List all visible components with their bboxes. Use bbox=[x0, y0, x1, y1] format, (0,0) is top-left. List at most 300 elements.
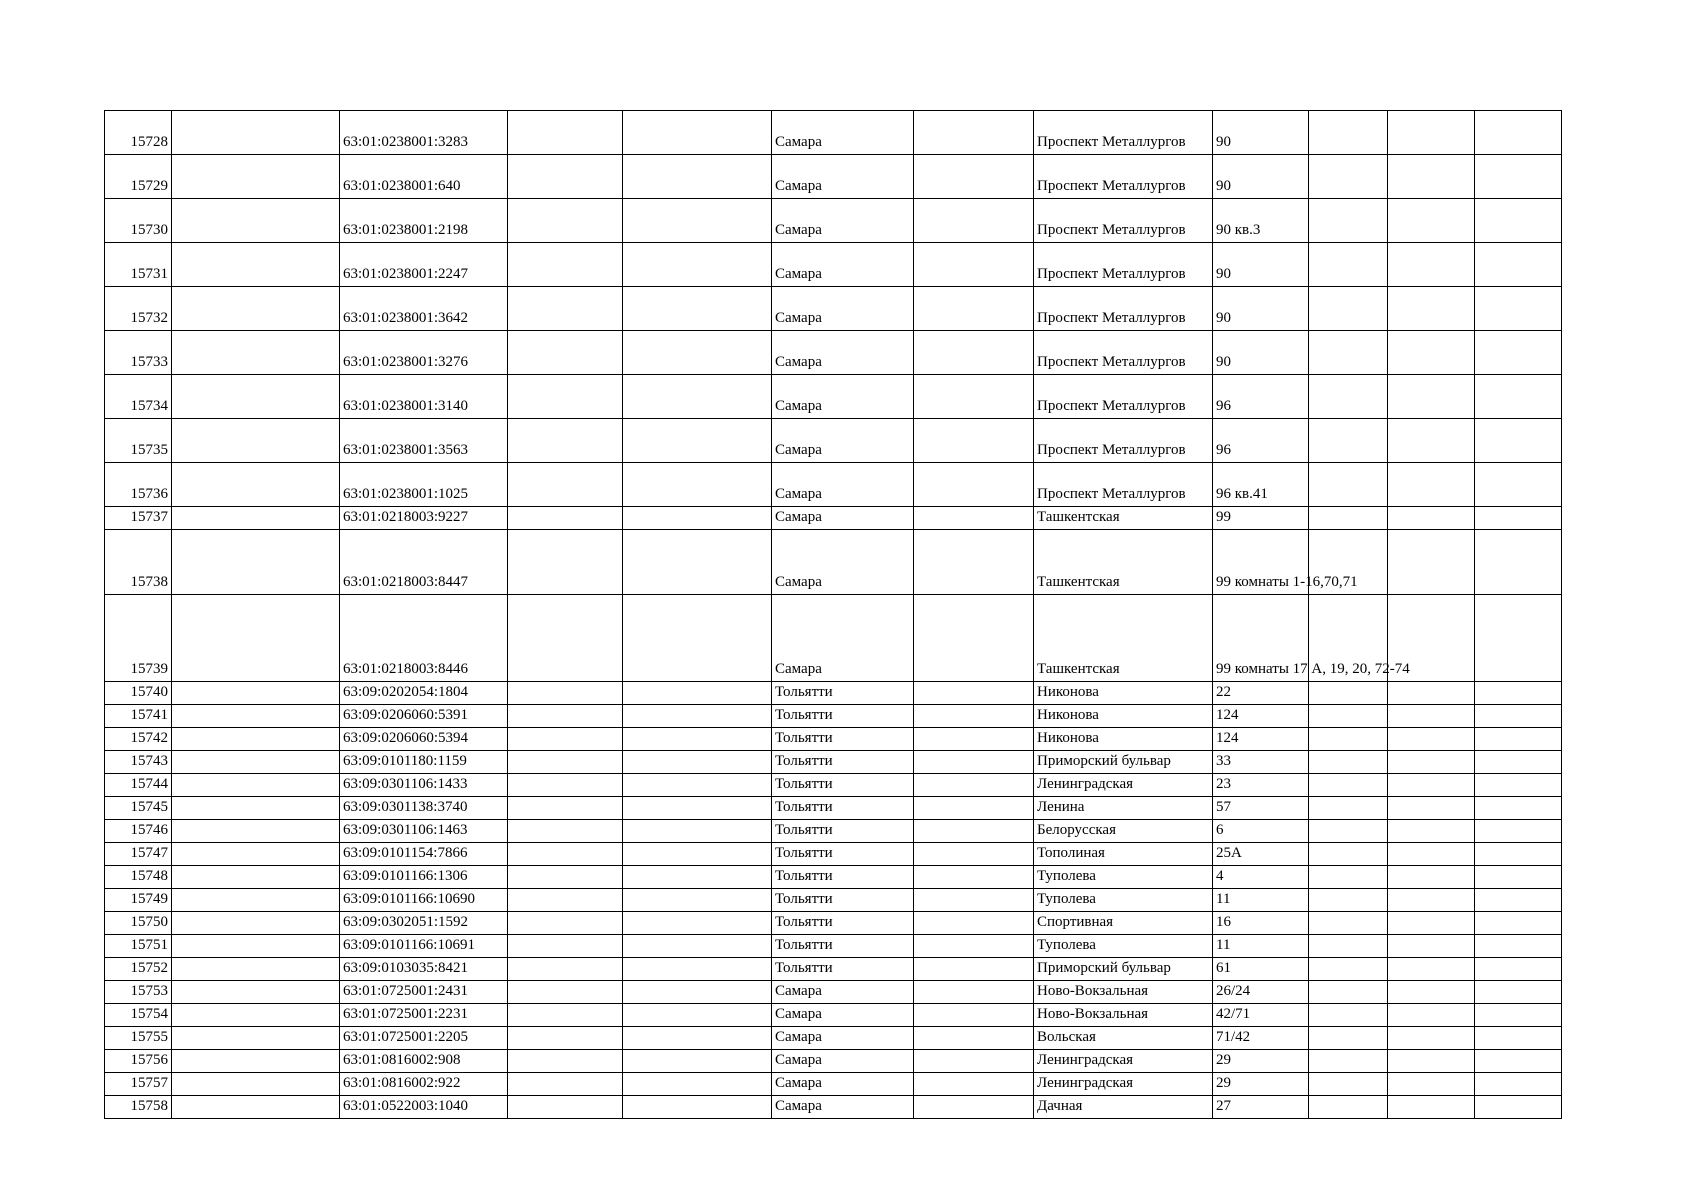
row-number-cell: 15732 bbox=[105, 287, 172, 331]
empty-cell bbox=[1388, 530, 1475, 595]
empty-cell bbox=[623, 866, 772, 889]
cadastral-number-cell: 63:01:0238001:1025 bbox=[340, 463, 508, 507]
street-cell: Ташкентская bbox=[1034, 530, 1213, 595]
house-cell: 90 bbox=[1213, 331, 1309, 375]
empty-cell bbox=[914, 981, 1034, 1004]
row-number-cell: 15755 bbox=[105, 1027, 172, 1050]
empty-cell bbox=[1388, 1073, 1475, 1096]
row-number-cell: 15737 bbox=[105, 507, 172, 530]
empty-cell bbox=[914, 797, 1034, 820]
empty-cell bbox=[1475, 1027, 1562, 1050]
empty-cell bbox=[508, 530, 623, 595]
city-cell: Тольятти bbox=[772, 682, 914, 705]
street-cell: Проспект Металлургов bbox=[1034, 463, 1213, 507]
city-cell: Тольятти bbox=[772, 866, 914, 889]
empty-cell bbox=[508, 1027, 623, 1050]
empty-cell bbox=[1309, 243, 1388, 287]
empty-cell bbox=[1309, 1096, 1388, 1119]
empty-cell bbox=[623, 820, 772, 843]
city-cell: Самара bbox=[772, 595, 914, 682]
house-cell: 4 bbox=[1213, 866, 1309, 889]
empty-cell bbox=[623, 419, 772, 463]
empty-cell bbox=[172, 1027, 340, 1050]
cadastral-number-cell: 63:01:0238001:3563 bbox=[340, 419, 508, 463]
empty-cell bbox=[623, 1027, 772, 1050]
city-cell: Самара bbox=[772, 1027, 914, 1050]
cadastral-number-cell: 63:09:0206060:5394 bbox=[340, 728, 508, 751]
city-cell: Тольятти bbox=[772, 935, 914, 958]
empty-cell bbox=[914, 705, 1034, 728]
empty-cell bbox=[172, 507, 340, 530]
row-number-cell: 15756 bbox=[105, 1050, 172, 1073]
cadastral-number-cell: 63:09:0101166:10691 bbox=[340, 935, 508, 958]
empty-cell bbox=[508, 843, 623, 866]
empty-cell bbox=[1309, 981, 1388, 1004]
house-cell: 57 bbox=[1213, 797, 1309, 820]
empty-cell bbox=[172, 682, 340, 705]
empty-cell bbox=[1475, 243, 1562, 287]
house-cell: 99 bbox=[1213, 507, 1309, 530]
city-cell: Тольятти bbox=[772, 889, 914, 912]
street-cell: Приморский бульвар bbox=[1034, 751, 1213, 774]
empty-cell bbox=[1388, 820, 1475, 843]
table-row bbox=[105, 243, 1562, 287]
empty-cell bbox=[172, 774, 340, 797]
empty-cell bbox=[508, 912, 623, 935]
table-row bbox=[105, 331, 1562, 375]
empty-cell bbox=[1475, 507, 1562, 530]
street-cell: Ленина bbox=[1034, 797, 1213, 820]
street-cell: Ленинградская bbox=[1034, 1050, 1213, 1073]
empty-cell bbox=[1388, 243, 1475, 287]
cadastral-number-cell: 63:01:0725001:2231 bbox=[340, 1004, 508, 1027]
empty-cell bbox=[508, 199, 623, 243]
empty-cell bbox=[914, 958, 1034, 981]
empty-cell bbox=[623, 981, 772, 1004]
empty-cell bbox=[1388, 111, 1475, 155]
table-row bbox=[105, 155, 1562, 199]
cadastral-number-cell: 63:01:0725001:2431 bbox=[340, 981, 508, 1004]
empty-cell bbox=[1309, 155, 1388, 199]
street-cell: Ташкентская bbox=[1034, 595, 1213, 682]
empty-cell bbox=[623, 774, 772, 797]
empty-cell bbox=[172, 419, 340, 463]
table-row bbox=[105, 797, 1562, 820]
row-number-cell: 15731 bbox=[105, 243, 172, 287]
empty-cell bbox=[1475, 981, 1562, 1004]
city-cell: Самара bbox=[772, 419, 914, 463]
empty-cell bbox=[914, 774, 1034, 797]
empty-cell bbox=[508, 958, 623, 981]
empty-cell bbox=[508, 1050, 623, 1073]
empty-cell bbox=[1309, 1027, 1388, 1050]
empty-cell bbox=[914, 1050, 1034, 1073]
empty-cell bbox=[623, 331, 772, 375]
street-cell: Белорусская bbox=[1034, 820, 1213, 843]
empty-cell bbox=[508, 243, 623, 287]
empty-cell bbox=[508, 774, 623, 797]
empty-cell bbox=[508, 595, 623, 682]
table-row bbox=[105, 111, 1562, 155]
empty-cell bbox=[1309, 199, 1388, 243]
empty-cell bbox=[1309, 111, 1388, 155]
empty-cell bbox=[508, 1073, 623, 1096]
house-cell: 96 кв.41 bbox=[1213, 463, 1309, 507]
empty-cell bbox=[1388, 935, 1475, 958]
street-cell: Проспект Металлургов bbox=[1034, 155, 1213, 199]
cadastral-number-cell: 63:01:0238001:3140 bbox=[340, 375, 508, 419]
empty-cell bbox=[508, 705, 623, 728]
empty-cell bbox=[1388, 1004, 1475, 1027]
empty-cell bbox=[1388, 682, 1475, 705]
house-cell: 90 bbox=[1213, 111, 1309, 155]
table-row bbox=[105, 820, 1562, 843]
empty-cell bbox=[1475, 155, 1562, 199]
empty-cell bbox=[1475, 958, 1562, 981]
empty-cell bbox=[914, 595, 1034, 682]
city-cell: Самара bbox=[772, 463, 914, 507]
table-row bbox=[105, 705, 1562, 728]
empty-cell bbox=[508, 751, 623, 774]
empty-cell bbox=[623, 111, 772, 155]
house-cell: 11 bbox=[1213, 889, 1309, 912]
empty-cell bbox=[172, 530, 340, 595]
empty-cell bbox=[1309, 935, 1388, 958]
empty-cell bbox=[1475, 728, 1562, 751]
cadastral-number-cell: 63:09:0302051:1592 bbox=[340, 912, 508, 935]
empty-cell bbox=[1388, 199, 1475, 243]
house-cell: 23 bbox=[1213, 774, 1309, 797]
empty-cell bbox=[172, 889, 340, 912]
empty-cell bbox=[1309, 958, 1388, 981]
table-row bbox=[105, 889, 1562, 912]
empty-cell bbox=[1475, 199, 1562, 243]
empty-cell bbox=[1388, 463, 1475, 507]
empty-cell bbox=[508, 375, 623, 419]
house-cell: 96 bbox=[1213, 419, 1309, 463]
row-number-cell: 15753 bbox=[105, 981, 172, 1004]
city-cell: Тольятти bbox=[772, 705, 914, 728]
house-cell: 16 bbox=[1213, 912, 1309, 935]
house-cell: 26/24 bbox=[1213, 981, 1309, 1004]
empty-cell bbox=[914, 287, 1034, 331]
row-number-cell: 15750 bbox=[105, 912, 172, 935]
row-number-cell: 15758 bbox=[105, 1096, 172, 1119]
house-cell: 22 bbox=[1213, 682, 1309, 705]
cadastral-number-cell: 63:01:0238001:3283 bbox=[340, 111, 508, 155]
empty-cell bbox=[914, 682, 1034, 705]
empty-cell bbox=[1475, 751, 1562, 774]
city-cell: Самара bbox=[772, 507, 914, 530]
empty-cell bbox=[1309, 843, 1388, 866]
empty-cell bbox=[172, 912, 340, 935]
empty-cell bbox=[1475, 935, 1562, 958]
city-cell: Самара bbox=[772, 287, 914, 331]
house-cell: 96 bbox=[1213, 375, 1309, 419]
city-cell: Самара bbox=[772, 375, 914, 419]
table-row bbox=[105, 595, 1562, 682]
street-cell: Проспект Металлургов bbox=[1034, 375, 1213, 419]
row-number-cell: 15730 bbox=[105, 199, 172, 243]
empty-cell bbox=[914, 751, 1034, 774]
table-row bbox=[105, 530, 1562, 595]
empty-cell bbox=[172, 797, 340, 820]
city-cell: Тольятти bbox=[772, 797, 914, 820]
empty-cell bbox=[1388, 728, 1475, 751]
house-cell: 124 bbox=[1213, 728, 1309, 751]
street-cell: Проспект Металлургов bbox=[1034, 287, 1213, 331]
cadastral-number-cell: 63:01:0816002:922 bbox=[340, 1073, 508, 1096]
empty-cell bbox=[172, 243, 340, 287]
table-row bbox=[105, 1004, 1562, 1027]
empty-cell bbox=[914, 866, 1034, 889]
empty-cell bbox=[1475, 463, 1562, 507]
cadastral-number-cell: 63:09:0101166:1306 bbox=[340, 866, 508, 889]
city-cell: Самара bbox=[772, 111, 914, 155]
empty-cell bbox=[1388, 419, 1475, 463]
table-row bbox=[105, 728, 1562, 751]
street-cell: Ново-Вокзальная bbox=[1034, 981, 1213, 1004]
street-cell: Спортивная bbox=[1034, 912, 1213, 935]
empty-cell bbox=[172, 866, 340, 889]
table-row bbox=[105, 935, 1562, 958]
house-cell: 90 bbox=[1213, 287, 1309, 331]
house-cell: 90 кв.3 bbox=[1213, 199, 1309, 243]
city-cell: Самара bbox=[772, 981, 914, 1004]
empty-cell bbox=[1475, 595, 1562, 682]
city-cell: Тольятти bbox=[772, 843, 914, 866]
empty-cell bbox=[914, 155, 1034, 199]
cadastral-number-cell: 63:09:0101166:10690 bbox=[340, 889, 508, 912]
empty-cell bbox=[623, 1004, 772, 1027]
empty-cell bbox=[623, 705, 772, 728]
cadastral-number-cell: 63:01:0238001:3276 bbox=[340, 331, 508, 375]
empty-cell bbox=[1309, 774, 1388, 797]
city-cell: Самара bbox=[772, 243, 914, 287]
row-number-cell: 15749 bbox=[105, 889, 172, 912]
cadastral-number-cell: 63:01:0816002:908 bbox=[340, 1050, 508, 1073]
empty-cell bbox=[1475, 287, 1562, 331]
table-row bbox=[105, 912, 1562, 935]
empty-cell bbox=[914, 111, 1034, 155]
empty-cell bbox=[1475, 797, 1562, 820]
empty-cell bbox=[1388, 843, 1475, 866]
city-cell: Самара bbox=[772, 199, 914, 243]
house-cell: 99 комнаты 1-16,70,71 bbox=[1213, 530, 1309, 595]
empty-cell bbox=[914, 1096, 1034, 1119]
empty-cell bbox=[623, 463, 772, 507]
empty-cell bbox=[1388, 751, 1475, 774]
empty-cell bbox=[914, 843, 1034, 866]
empty-cell bbox=[1309, 797, 1388, 820]
empty-cell bbox=[1388, 912, 1475, 935]
street-cell: Ново-Вокзальная bbox=[1034, 1004, 1213, 1027]
empty-cell bbox=[172, 958, 340, 981]
empty-cell bbox=[508, 981, 623, 1004]
cadastral-number-cell: 63:09:0101154:7866 bbox=[340, 843, 508, 866]
empty-cell bbox=[172, 1096, 340, 1119]
empty-cell bbox=[914, 530, 1034, 595]
table-row bbox=[105, 1050, 1562, 1073]
empty-cell bbox=[172, 155, 340, 199]
empty-cell bbox=[623, 507, 772, 530]
empty-cell bbox=[508, 935, 623, 958]
empty-cell bbox=[1475, 866, 1562, 889]
table-row bbox=[105, 507, 1562, 530]
empty-cell bbox=[508, 111, 623, 155]
empty-cell bbox=[508, 889, 623, 912]
city-cell: Самара bbox=[772, 530, 914, 595]
cadastral-number-cell: 63:09:0101180:1159 bbox=[340, 751, 508, 774]
street-cell: Туполева bbox=[1034, 889, 1213, 912]
empty-cell bbox=[1388, 507, 1475, 530]
empty-cell bbox=[172, 331, 340, 375]
empty-cell bbox=[172, 728, 340, 751]
empty-cell bbox=[1475, 1004, 1562, 1027]
empty-cell bbox=[1309, 1073, 1388, 1096]
table-row bbox=[105, 774, 1562, 797]
empty-cell bbox=[623, 843, 772, 866]
empty-cell bbox=[1475, 1050, 1562, 1073]
row-number-cell: 15748 bbox=[105, 866, 172, 889]
row-number-cell: 15743 bbox=[105, 751, 172, 774]
empty-cell bbox=[623, 287, 772, 331]
empty-cell bbox=[914, 507, 1034, 530]
row-number-cell: 15740 bbox=[105, 682, 172, 705]
empty-cell bbox=[172, 705, 340, 728]
street-cell: Никонова bbox=[1034, 728, 1213, 751]
empty-cell bbox=[508, 287, 623, 331]
cadastral-number-cell: 63:09:0301106:1463 bbox=[340, 820, 508, 843]
cadastral-number-cell: 63:01:0238001:3642 bbox=[340, 287, 508, 331]
row-number-cell: 15757 bbox=[105, 1073, 172, 1096]
empty-cell bbox=[623, 530, 772, 595]
empty-cell bbox=[1475, 705, 1562, 728]
cadastral-number-cell: 63:09:0103035:8421 bbox=[340, 958, 508, 981]
empty-cell bbox=[508, 419, 623, 463]
empty-cell bbox=[623, 1073, 772, 1096]
empty-cell bbox=[172, 463, 340, 507]
empty-cell bbox=[914, 935, 1034, 958]
cadastral-number-cell: 63:01:0218003:9227 bbox=[340, 507, 508, 530]
table-row bbox=[105, 682, 1562, 705]
house-cell: 99 комнаты 17 А, 19, 20, 72-74 bbox=[1213, 595, 1309, 682]
empty-cell bbox=[508, 155, 623, 199]
empty-cell bbox=[508, 331, 623, 375]
cadastral-number-cell: 63:01:0725001:2205 bbox=[340, 1027, 508, 1050]
cadastral-number-cell: 63:09:0301138:3740 bbox=[340, 797, 508, 820]
cadastral-number-cell: 63:09:0206060:5391 bbox=[340, 705, 508, 728]
empty-cell bbox=[1475, 111, 1562, 155]
row-number-cell: 15744 bbox=[105, 774, 172, 797]
row-number-cell: 15752 bbox=[105, 958, 172, 981]
empty-cell bbox=[172, 820, 340, 843]
row-number-cell: 15729 bbox=[105, 155, 172, 199]
house-cell: 42/71 bbox=[1213, 1004, 1309, 1027]
empty-cell bbox=[1388, 375, 1475, 419]
empty-cell bbox=[914, 1004, 1034, 1027]
empty-cell bbox=[1309, 419, 1388, 463]
house-cell: 6 bbox=[1213, 820, 1309, 843]
house-cell: 29 bbox=[1213, 1073, 1309, 1096]
row-number-cell: 15738 bbox=[105, 530, 172, 595]
empty-cell bbox=[1309, 889, 1388, 912]
empty-cell bbox=[508, 507, 623, 530]
street-cell: Приморский бульвар bbox=[1034, 958, 1213, 981]
row-number-cell: 15742 bbox=[105, 728, 172, 751]
house-cell: 33 bbox=[1213, 751, 1309, 774]
row-number-cell: 15754 bbox=[105, 1004, 172, 1027]
table-row bbox=[105, 1096, 1562, 1119]
city-cell: Самара bbox=[772, 155, 914, 199]
empty-cell bbox=[1309, 682, 1388, 705]
empty-cell bbox=[1309, 331, 1388, 375]
table-row bbox=[105, 843, 1562, 866]
empty-cell bbox=[623, 243, 772, 287]
table-row bbox=[105, 463, 1562, 507]
empty-cell bbox=[1475, 530, 1562, 595]
empty-cell bbox=[1475, 375, 1562, 419]
street-cell: Никонова bbox=[1034, 705, 1213, 728]
empty-cell bbox=[623, 595, 772, 682]
empty-cell bbox=[914, 199, 1034, 243]
city-cell: Самара bbox=[772, 1096, 914, 1119]
empty-cell bbox=[508, 866, 623, 889]
empty-cell bbox=[172, 111, 340, 155]
empty-cell bbox=[623, 682, 772, 705]
house-cell: 90 bbox=[1213, 155, 1309, 199]
cadastral-number-cell: 63:01:0238001:2198 bbox=[340, 199, 508, 243]
city-cell: Тольятти bbox=[772, 958, 914, 981]
empty-cell bbox=[1388, 1050, 1475, 1073]
house-cell: 61 bbox=[1213, 958, 1309, 981]
empty-cell bbox=[623, 935, 772, 958]
cadastral-number-cell: 63:01:0238001:640 bbox=[340, 155, 508, 199]
empty-cell bbox=[1309, 507, 1388, 530]
table-row bbox=[105, 866, 1562, 889]
empty-cell bbox=[1475, 774, 1562, 797]
empty-cell bbox=[623, 912, 772, 935]
empty-cell bbox=[1475, 682, 1562, 705]
empty-cell bbox=[1475, 889, 1562, 912]
row-number-cell: 15746 bbox=[105, 820, 172, 843]
street-cell: Ленинградская bbox=[1034, 774, 1213, 797]
empty-cell bbox=[172, 1073, 340, 1096]
table-row bbox=[105, 199, 1562, 243]
empty-cell bbox=[508, 1004, 623, 1027]
house-cell: 11 bbox=[1213, 935, 1309, 958]
empty-cell bbox=[914, 1073, 1034, 1096]
empty-cell bbox=[1388, 889, 1475, 912]
street-cell: Проспект Металлургов bbox=[1034, 111, 1213, 155]
empty-cell bbox=[172, 287, 340, 331]
empty-cell bbox=[172, 935, 340, 958]
cadastral-number-cell: 63:01:0238001:2247 bbox=[340, 243, 508, 287]
table-row bbox=[105, 958, 1562, 981]
street-cell: Проспект Металлургов bbox=[1034, 199, 1213, 243]
empty-cell bbox=[1475, 1096, 1562, 1119]
cadastral-number-cell: 63:09:0301106:1433 bbox=[340, 774, 508, 797]
empty-cell bbox=[623, 958, 772, 981]
house-cell: 29 bbox=[1213, 1050, 1309, 1073]
row-number-cell: 15734 bbox=[105, 375, 172, 419]
house-cell: 71/42 bbox=[1213, 1027, 1309, 1050]
table-row bbox=[105, 981, 1562, 1004]
row-number-cell: 15747 bbox=[105, 843, 172, 866]
empty-cell bbox=[172, 375, 340, 419]
city-cell: Самара bbox=[772, 1004, 914, 1027]
empty-cell bbox=[1475, 331, 1562, 375]
